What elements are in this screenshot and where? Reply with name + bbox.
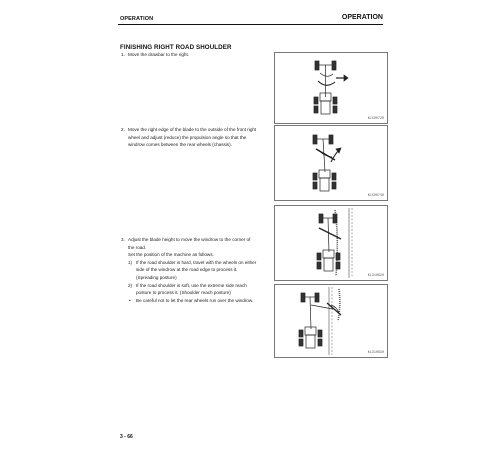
- step-3-number: 3.: [121, 237, 125, 242]
- step-1-text: Move the drawbar to the right.: [128, 52, 190, 57]
- step-2: [121, 126, 271, 149]
- section-title: FINISHING RIGHT ROAD SHOULDER: [120, 44, 232, 51]
- step-3: [121, 236, 271, 304]
- step-2-text: [128, 126, 271, 149]
- step-3-sub-1-number: 1): [128, 259, 133, 265]
- figure-4: [274, 284, 388, 358]
- step-2-line-1: Move the right edge of the blade to the outside of the front right: [128, 127, 257, 132]
- figure-4-drawing: [275, 285, 387, 357]
- figure-1: [274, 52, 388, 124]
- header-right-title: OPERATION: [341, 14, 383, 21]
- header-left-title: OPERATION: [120, 16, 154, 22]
- step-3-sub-1: [128, 259, 271, 282]
- step-3-sub-2-number: 2): [128, 282, 133, 288]
- step-3-sub-1-line-1: If the road shoulder is hard, travel with the wheels on either: [136, 259, 257, 265]
- step-1-number: 1.: [121, 52, 125, 57]
- step-3-caution-bullet: • Be careful not to let the rear wheels run over the windrow.: [128, 297, 271, 305]
- step-3-line-3: Set the position of the machine as follows.: [128, 252, 214, 258]
- step-3-sub-2: [128, 282, 271, 297]
- figure-2-code: KL500740: [367, 194, 384, 198]
- figure-2: [274, 125, 388, 201]
- step-2-line-3: windrow comes between the rear wheels (chassis).: [128, 142, 232, 148]
- step-3-line-1: Adjust the blade height to move the windrow to the corner of: [128, 237, 251, 242]
- figure-3: [274, 205, 388, 281]
- figure-3-code: KL310620: [367, 274, 384, 278]
- page-number: 3 - 66: [120, 434, 133, 440]
- header-rule: [118, 24, 383, 25]
- figure-1-drawing: [275, 53, 387, 123]
- step-2-line-2: wheel and adjust (reduce) the propulsion angle so that the: [128, 134, 247, 140]
- figure-2-drawing: [275, 126, 387, 200]
- step-3-sub-2-line-2: posture to process it. (Shoulder reach posture): [136, 290, 231, 296]
- figure-4-code: KL310630: [367, 351, 384, 355]
- step-3-sub-1-line-3: (Spreading posture): [136, 274, 177, 280]
- figure-3-drawing: [275, 206, 387, 280]
- step-3-line-2: the road.: [128, 244, 147, 250]
- step-3-text: [128, 236, 271, 259]
- step-1: [121, 51, 261, 59]
- step-2-number: 2.: [121, 127, 125, 132]
- figure-1-code: KL500720: [367, 117, 384, 121]
- step-3-sub-2-line-1: If the road shoulder is soft, use the extreme side reach: [136, 282, 247, 288]
- step-3-sub-1-line-2: side of the windrow at the road edge to process it.: [136, 267, 238, 273]
